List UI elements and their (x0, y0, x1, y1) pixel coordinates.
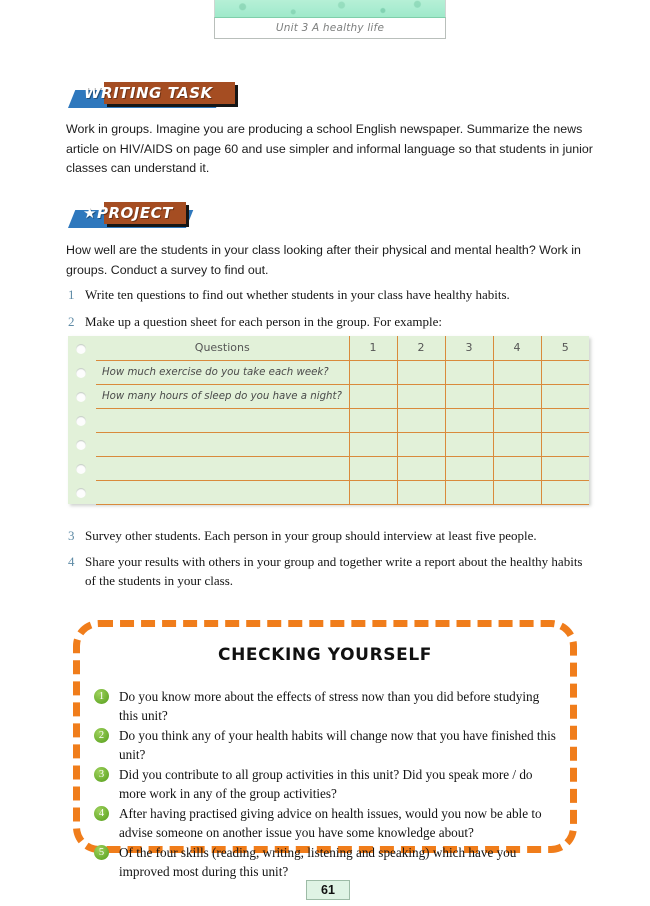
survey-question-cell[interactable] (96, 408, 349, 432)
survey-score-cell[interactable] (541, 408, 589, 432)
survey-score-cell[interactable] (493, 408, 541, 432)
checking-item-number: 4 (94, 806, 109, 821)
survey-score-cell[interactable] (493, 432, 541, 456)
binder-hole (76, 368, 86, 378)
survey-score-cell[interactable] (445, 384, 493, 408)
binder-hole (76, 344, 86, 354)
checking-item-number: 1 (94, 689, 109, 704)
survey-score-cell: 1 (349, 336, 397, 360)
checking-item (94, 726, 556, 764)
survey-score-cell[interactable] (541, 384, 589, 408)
survey-score-cell[interactable] (445, 360, 493, 384)
survey-score-cell[interactable] (397, 456, 445, 480)
checking-item-text: Did you contribute to all group activities in this unit? Did you speak more / do more work in any of the group activities? (119, 767, 533, 801)
survey-score-cell: 4 (493, 336, 541, 360)
checking-yourself-box (73, 620, 577, 879)
project-banner (68, 202, 198, 228)
binder-hole (76, 416, 86, 426)
survey-row (96, 432, 589, 456)
project-step-3 (68, 526, 593, 545)
survey-question-sheet (68, 336, 589, 504)
page-number: 61 (306, 880, 350, 900)
step-text: Make up a question sheet for each person in the group. For example: (85, 314, 443, 329)
survey-row (96, 456, 589, 480)
step-number: 2 (68, 314, 75, 329)
checking-yourself-title: CHECKING YOURSELF (218, 645, 432, 665)
step-number: 1 (68, 287, 75, 302)
survey-score-cell[interactable] (541, 432, 589, 456)
checking-item (94, 687, 556, 725)
survey-score-cell[interactable] (493, 480, 541, 504)
unit-caption-label: Unit 3 A healthy life (275, 22, 385, 34)
survey-table (96, 336, 589, 505)
survey-score-cell[interactable] (445, 456, 493, 480)
binder-hole (76, 392, 86, 402)
survey-score-cell[interactable] (541, 360, 589, 384)
survey-score-cell[interactable] (397, 360, 445, 384)
project-banner-label: ★PROJECT (83, 204, 173, 222)
survey-score-cell[interactable] (445, 408, 493, 432)
survey-score-cell[interactable] (349, 432, 397, 456)
survey-score-cell[interactable] (493, 360, 541, 384)
survey-score-cell[interactable] (349, 480, 397, 504)
unit-header-strip (214, 0, 446, 39)
binder-holes (68, 336, 96, 504)
step-number: 3 (68, 528, 75, 543)
survey-score-cell[interactable] (397, 480, 445, 504)
survey-row (96, 384, 589, 408)
survey-row (96, 480, 589, 504)
checking-item (94, 765, 556, 803)
survey-score-cell[interactable] (397, 408, 445, 432)
project-paragraph: How well are the students in your class looking after their physical and mental health? Work in groups. Conduct a survey to find out. (66, 243, 581, 277)
survey-question-cell[interactable] (96, 432, 349, 456)
project-step-4 (68, 552, 593, 590)
binder-hole (76, 488, 86, 498)
writing-task-banner (68, 82, 243, 108)
survey-score-cell[interactable] (445, 432, 493, 456)
survey-score-cell[interactable] (349, 384, 397, 408)
step-text: Survey other students. Each person in your group should interview at least five people. (85, 528, 537, 543)
survey-score-cell: 2 (397, 336, 445, 360)
survey-score-cell[interactable] (397, 384, 445, 408)
survey-score-cell[interactable] (349, 408, 397, 432)
survey-row (96, 360, 589, 384)
writing-task-paragraph: Work in groups. Imagine you are producing a school English newspaper. Summarize the news article on HIV/AIDS on page 60 and use simpler and informal language so that students in junior classes can understand it. (66, 122, 593, 176)
checking-item (94, 843, 556, 881)
checking-item-number: 2 (94, 728, 109, 743)
step-number: 4 (68, 554, 75, 569)
checking-yourself-list (94, 687, 556, 882)
binder-hole (76, 440, 86, 450)
step-text: Write ten questions to find out whether students in your class have healthy habits. (85, 287, 510, 302)
project-step-2 (68, 312, 593, 331)
checking-item-text: Do you know more about the effects of stress now than you did before studying this unit? (119, 689, 540, 723)
survey-header-row (96, 336, 589, 360)
survey-question-cell[interactable] (96, 456, 349, 480)
survey-score-cell: 5 (541, 336, 589, 360)
survey-question-cell[interactable]: How many hours of sleep do you have a night? (96, 384, 349, 408)
checking-item-number: 5 (94, 845, 109, 860)
survey-score-cell: 3 (445, 336, 493, 360)
checking-item-text: Do you think any of your health habits will change now that you have finished this unit? (119, 728, 556, 762)
survey-row (96, 408, 589, 432)
survey-score-cell[interactable] (541, 480, 589, 504)
survey-score-cell[interactable] (445, 480, 493, 504)
binder-hole (76, 464, 86, 474)
survey-score-cell[interactable] (397, 432, 445, 456)
survey-question-cell[interactable] (96, 480, 349, 504)
survey-score-cell[interactable] (349, 456, 397, 480)
survey-score-cell[interactable] (493, 456, 541, 480)
checking-item-number: 3 (94, 767, 109, 782)
project-step-1 (68, 285, 593, 304)
survey-question-cell: Questions (96, 336, 349, 360)
survey-score-cell[interactable] (541, 456, 589, 480)
survey-score-cell[interactable] (493, 384, 541, 408)
checking-item-text: Of the four skills (reading, writing, listening and speaking) which have you improved most during this unit? (119, 845, 517, 879)
checking-item (94, 804, 556, 842)
survey-question-cell[interactable]: How much exercise do you take each week? (96, 360, 349, 384)
unit-photo-crop (214, 0, 446, 17)
step-text: Share your results with others in your group and together write a report about the healthy habits of the students in your class. (85, 554, 583, 588)
survey-score-cell[interactable] (349, 360, 397, 384)
checking-item-text: After having practised giving advice on health issues, would you now be able to advise someone on another issue you have some knowledge about? (119, 806, 542, 840)
unit-caption (214, 17, 446, 39)
writing-task-banner-label: WRITING TASK (84, 84, 213, 102)
